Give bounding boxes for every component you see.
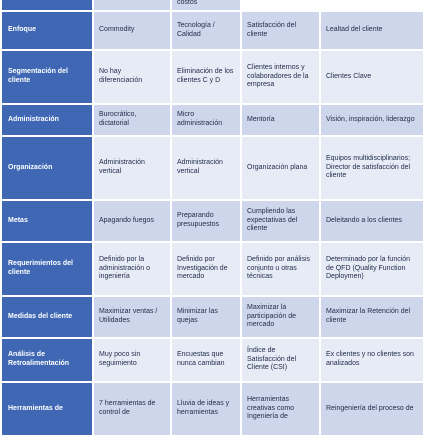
table-cell: Burocrático, dictatorial (94, 105, 170, 135)
table-cell: Clientes Clave (321, 51, 423, 103)
table-cell: Visión, inspiración, liderazgo (321, 105, 423, 135)
table-cell: Lealtad del cliente (321, 12, 423, 49)
row-header: Organización (2, 137, 92, 199)
table-cell (94, 0, 170, 10)
table-cell: Reingeniería del proceso de (321, 383, 423, 435)
table-cell: Deleitando a los clientes (321, 201, 423, 241)
row-header (2, 0, 92, 10)
table-cell: Mentoría (242, 105, 319, 135)
table-cell: Maximizar la participación de mercado (242, 297, 319, 337)
table-row (2, 12, 423, 49)
table-cell: Satisfacción del cliente (242, 12, 319, 49)
table-cell: Definido por Investigación de mercado (172, 243, 240, 295)
table-row (2, 243, 423, 295)
table-cell: Ex clientes y no clientes son analizados (321, 339, 423, 381)
table-cell: 7 herramientas de control de (94, 383, 170, 435)
table-cell: Apagando fuegos (94, 201, 170, 241)
row-header: Herramientas de (2, 383, 92, 435)
table-cell: Tecnología / Calidad (172, 12, 240, 49)
row-header: Segmentación del cliente (2, 51, 92, 103)
table-cell: Minimizar las quejas (172, 297, 240, 337)
table-cell (242, 0, 319, 10)
table-cell: Maximizar la Retención del cliente (321, 297, 423, 337)
table-cell: Preparando presupuestos (172, 201, 240, 241)
table-row (2, 51, 423, 103)
table-cell: Equipos multidisciplinarios; Director de satisfacción del cliente (321, 137, 423, 199)
table-cell: Clientes internos y colaboradores de la empresa (242, 51, 319, 103)
table-cell: Herramientas creativas como Ingeniería de (242, 383, 319, 435)
table-row (2, 339, 423, 381)
table-cell: Lluvia de ideas y herramientas (172, 383, 240, 435)
table-cell: Administración vertical (94, 137, 170, 199)
row-header: Administración (2, 105, 92, 135)
table-cell: Encuestas que nunca cambian (172, 339, 240, 381)
table-cell: Organización plana (242, 137, 319, 199)
matrix-body (2, 0, 423, 435)
table-cell: costos (172, 0, 240, 10)
table-cell: Maximizar ventas / Utilidades (94, 297, 170, 337)
row-header: Metas (2, 201, 92, 241)
row-header: Medidas del cliente (2, 297, 92, 337)
table-cell: Administración vertical (172, 137, 240, 199)
table-row (2, 201, 423, 241)
table-cell: Commodity (94, 12, 170, 49)
row-header: Requerimientos del cliente (2, 243, 92, 295)
table-cell: Índice de Satisfacción del Cliente (CSI) (242, 339, 319, 381)
table-cell (321, 0, 423, 10)
row-header: Enfoque (2, 12, 92, 49)
table-cell: No hay diferenciación (94, 51, 170, 103)
table-cell: Muy poco sin seguimiento (94, 339, 170, 381)
table-cell: Definido por la administración o ingeniería (94, 243, 170, 295)
table-row (2, 137, 423, 199)
table-cell: Micro administración (172, 105, 240, 135)
table-cell: Determinado por la función de QFD (Quality Function Deploymen) (321, 243, 423, 295)
table-cell: Definido por análisis conjunto u otras técnicas (242, 243, 319, 295)
table-row (2, 0, 423, 10)
table-row (2, 105, 423, 135)
table-cell: Cumpliendo las expectativas del cliente (242, 201, 319, 241)
table-cell: Eliminación de los clientes C y D (172, 51, 240, 103)
table-row (2, 383, 423, 435)
row-header: Análisis de Retroalimentación (2, 339, 92, 381)
table-row (2, 297, 423, 337)
